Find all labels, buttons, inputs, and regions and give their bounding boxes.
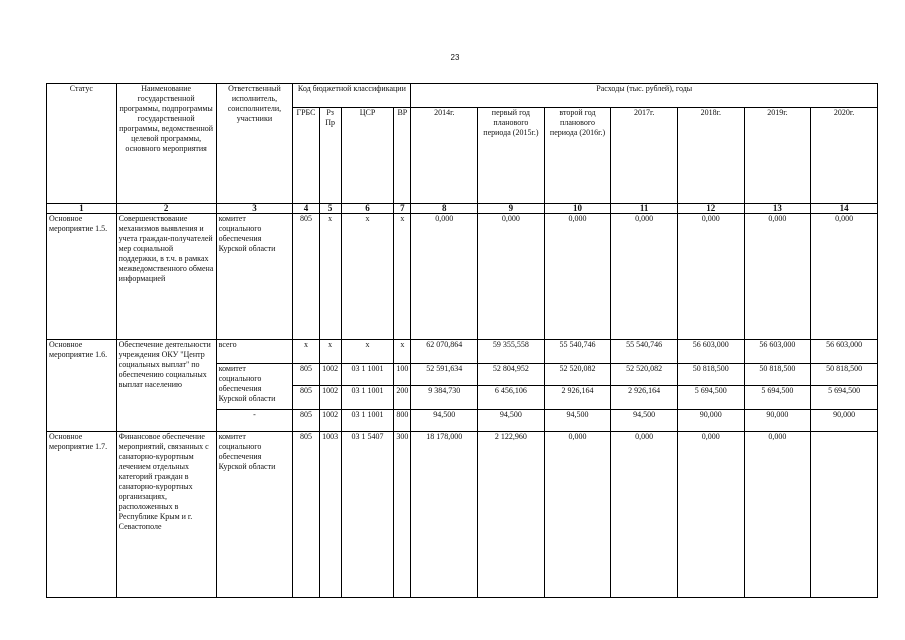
value-cell: 0,000	[411, 214, 478, 340]
value-cell: 5 694,500	[677, 386, 744, 410]
value-cell: 2 926,164	[611, 386, 678, 410]
col-number: 12	[677, 204, 744, 214]
rzpr-cell: 1002	[319, 386, 341, 410]
rzpr-cell: 1002	[319, 364, 341, 386]
value-cell: 2 122,960	[478, 432, 545, 598]
value-cell: 59 355,558	[478, 340, 545, 364]
col-number: 8	[411, 204, 478, 214]
col-number: 14	[811, 204, 878, 214]
grbs-cell: 805	[293, 214, 319, 340]
value-cell: 0,000	[544, 432, 611, 598]
value-cell: 90,000	[811, 410, 878, 432]
value-cell: 50 818,500	[811, 364, 878, 386]
header-year-2016: второй год планового периода (2016г.)	[544, 108, 611, 204]
table-row	[47, 432, 878, 598]
responsible-cell: комитет социального обеспечения Курской области	[216, 214, 293, 340]
value-cell: 52 804,952	[478, 364, 545, 386]
col-number: 6	[341, 204, 394, 214]
name-cell: Совершенствование механизмов выявления и учета граждан-получателей мер социальной поддержки, в т.ч. в рамках межведомственного обмена информацией	[116, 214, 216, 340]
header-grbs: ГРБС	[293, 108, 319, 204]
header-csr: ЦСР	[341, 108, 394, 204]
responsible-cell: комитет социального обеспечения Курской области	[216, 432, 293, 598]
header-status: Статус	[47, 84, 117, 204]
csr-cell: x	[341, 340, 394, 364]
column-number-row	[47, 204, 878, 214]
header-name: Наименование государственной программы, подпрограммы государственной программы, ведомственной целевой программы, основного мероприятия	[116, 84, 216, 204]
value-cell: 0,000	[744, 432, 811, 598]
total-label-cell: всего	[216, 340, 293, 364]
grbs-cell: x	[293, 340, 319, 364]
value-cell: 52 591,634	[411, 364, 478, 386]
value-cell: 94,500	[478, 410, 545, 432]
col-number: 2	[116, 204, 216, 214]
value-cell: 50 818,500	[744, 364, 811, 386]
rzpr-cell: 1003	[319, 432, 341, 598]
header-year-2014: 2014г.	[411, 108, 478, 204]
value-cell: 94,500	[611, 410, 678, 432]
header-year-2020: 2020г.	[811, 108, 878, 204]
table-row	[47, 340, 878, 364]
value-cell: 2 926,164	[544, 386, 611, 410]
value-cell: 0,000	[611, 214, 678, 340]
value-cell: 0,000	[811, 214, 878, 340]
value-cell: 6 456,106	[478, 386, 545, 410]
value-cell: 62 070,864	[411, 340, 478, 364]
header-row-1	[47, 84, 878, 108]
grbs-cell: 805	[293, 364, 319, 386]
value-cell: 0,000	[744, 214, 811, 340]
col-number: 13	[744, 204, 811, 214]
rzpr-cell: x	[319, 340, 341, 364]
csr-cell: 03 1 1001	[341, 410, 394, 432]
responsible-cell: комитет социального обеспечения Курской области	[216, 364, 293, 410]
value-cell: 55 540,746	[611, 340, 678, 364]
value-cell: 0,000	[478, 214, 545, 340]
status-cell: Основное мероприятие 1.6.	[47, 340, 117, 432]
vr-cell: 200	[394, 386, 411, 410]
value-cell	[811, 432, 878, 598]
header-year-2015: первый год планового периода (2015г.)	[478, 108, 545, 204]
col-number: 11	[611, 204, 678, 214]
value-cell: 9 384,730	[411, 386, 478, 410]
name-cell: Финансовое обеспечение мероприятий, связанных с санаторно-курортным лечением отдельных категорий граждан в санаторно-курортных организациях, расположенных в Республике Крым и г. Севастополе	[116, 432, 216, 598]
csr-cell: 03 1 1001	[341, 364, 394, 386]
grbs-cell: 805	[293, 432, 319, 598]
col-number: 4	[293, 204, 319, 214]
vr-cell: 300	[394, 432, 411, 598]
rzpr-cell: 1002	[319, 410, 341, 432]
csr-cell: x	[341, 214, 394, 340]
dash-cell: -	[216, 410, 293, 432]
header-expenses: Расходы (тыс. рублей), годы	[411, 84, 878, 108]
vr-cell: x	[394, 340, 411, 364]
value-cell: 56 603,000	[677, 340, 744, 364]
header-responsible: Ответственный исполнитель, соисполнители, участники	[216, 84, 293, 204]
col-number: 10	[544, 204, 611, 214]
col-number: 9	[478, 204, 545, 214]
status-cell: Основное мероприятие 1.5.	[47, 214, 117, 340]
col-number: 5	[319, 204, 341, 214]
value-cell: 0,000	[677, 432, 744, 598]
header-rzpr: Рз Пр	[319, 108, 341, 204]
page-number: 23	[450, 53, 460, 62]
value-cell: 0,000	[677, 214, 744, 340]
value-cell: 5 694,500	[811, 386, 878, 410]
col-number: 1	[47, 204, 117, 214]
value-cell: 18 178,000	[411, 432, 478, 598]
header-year-2018: 2018г.	[677, 108, 744, 204]
value-cell: 94,500	[411, 410, 478, 432]
vr-cell: 100	[394, 364, 411, 386]
value-cell: 50 818,500	[677, 364, 744, 386]
vr-cell: 800	[394, 410, 411, 432]
value-cell: 52 520,082	[611, 364, 678, 386]
col-number: 7	[394, 204, 411, 214]
value-cell: 55 540,746	[544, 340, 611, 364]
value-cell: 56 603,000	[811, 340, 878, 364]
value-cell: 56 603,000	[744, 340, 811, 364]
value-cell: 94,500	[544, 410, 611, 432]
value-cell: 0,000	[611, 432, 678, 598]
budget-table	[46, 83, 878, 598]
header-budget-code: Код бюджетной классификации	[293, 84, 411, 108]
value-cell: 0,000	[544, 214, 611, 340]
value-cell: 5 694,500	[744, 386, 811, 410]
table-row	[47, 214, 878, 340]
header-year-2017: 2017г.	[611, 108, 678, 204]
col-number: 3	[216, 204, 293, 214]
name-cell: Обеспечение деятельности учреждения ОКУ "Центр социальных выплат" по обеспечению социальных выплат населению	[116, 340, 216, 432]
csr-cell: 03 1 5407	[341, 432, 394, 598]
header-vr: ВР	[394, 108, 411, 204]
rzpr-cell: x	[319, 214, 341, 340]
status-cell: Основное мероприятие 1.7.	[47, 432, 117, 598]
vr-cell: x	[394, 214, 411, 340]
header-year-2019: 2019г.	[744, 108, 811, 204]
value-cell: 52 520,082	[544, 364, 611, 386]
value-cell: 90,000	[744, 410, 811, 432]
value-cell: 90,000	[677, 410, 744, 432]
grbs-cell: 805	[293, 410, 319, 432]
grbs-cell: 805	[293, 386, 319, 410]
csr-cell: 03 1 1001	[341, 386, 394, 410]
